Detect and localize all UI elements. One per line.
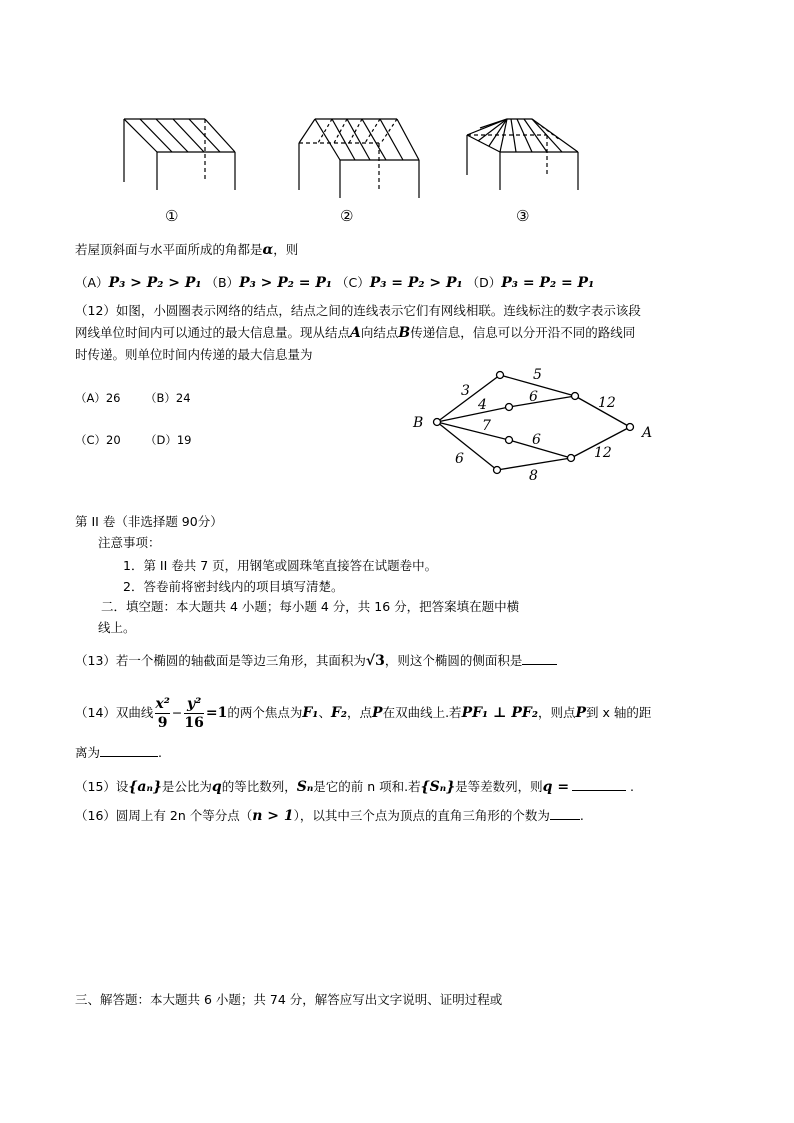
edge-label: 4: [478, 397, 487, 413]
notice-item-1: 1．第 II 卷共 7 页，用钢笔或圆珠笔直接答在试题卷中。: [123, 558, 438, 573]
q14-cont: 离为 .: [75, 745, 162, 760]
edge-label: 6: [532, 432, 541, 448]
roof-figure-1: [124, 119, 235, 190]
q11-stem: 若屋顶斜面与水平面所成的角都是α，则: [75, 242, 299, 258]
node: [572, 393, 579, 400]
section2-heading: 二．填空题：本大题共 4 小题；每小题 4 分，共 16 分，把答案填在题中横: [101, 599, 520, 614]
edge-label: 7: [482, 418, 491, 434]
q12-line2: 网线单位时间内可以通过的最大信息量。现从结点A向结点B传递信息，信息可以分开沿不同的路线同: [75, 325, 636, 341]
node: [506, 404, 513, 411]
roof-figure-3: [467, 119, 578, 190]
q12-option-d: （D）19: [145, 433, 192, 447]
q12-option-a: （A）26: [75, 391, 121, 405]
section2-heading-cont: 线上。: [98, 620, 136, 635]
node: [497, 372, 504, 379]
edge-label: 12: [594, 445, 612, 461]
q14: （14）双曲线 $\frac{\text{x²}}{9}$ − $\frac{\text{y²}}{16}$ =1的两个焦点为F₁、F₂，点P在双曲线上.若PF₁ ⊥ PF₂，则点P到 x 轴的距: [75, 696, 652, 731]
roof-figure-2: [299, 119, 419, 198]
part2-title: 第 II 卷（非选择题 90分）: [75, 514, 223, 529]
node: [568, 455, 575, 462]
q11-options: （A）P₃ > P₂ > P₁ （B）P₃ > P₂ = P₁ （C）P₃ = P₂ > P₁ （D）P₃ = P₂ = P₁: [75, 275, 595, 291]
figure-label-3: ③: [516, 207, 530, 225]
edge-label: 5: [533, 367, 542, 383]
fraction: $\frac{\text{y²}}{16}$: [184, 696, 204, 731]
edge-label: 6: [455, 451, 464, 467]
node-b: [434, 419, 441, 426]
node: [506, 437, 513, 444]
node-label-b: B: [413, 415, 424, 431]
q16: （16）圆周上有 2n 个等分点（n > 1），以其中三个点为顶点的直角三角形的个数为 .: [75, 808, 584, 824]
edge-label: 6: [529, 389, 538, 405]
answer-blank[interactable]: [100, 744, 158, 757]
part3-title: 三、解答题：本大题共 6 小题；共 74 分，解答应写出文字说明、证明过程或: [75, 992, 503, 1007]
answer-blank[interactable]: [572, 778, 626, 791]
q12-option-b: （B）24: [145, 391, 191, 405]
node-a: [627, 424, 634, 431]
edge-label: 3: [461, 383, 470, 399]
node: [494, 467, 501, 474]
answer-blank[interactable]: [550, 807, 580, 820]
q12-option-c: （C）20: [75, 433, 121, 447]
q12-line1: （12）如图，小圆圈表示网络的结点，结点之间的连线表示它们有网线相联。连线标注的数字表示该段: [75, 303, 641, 318]
edge-label: 8: [529, 468, 538, 484]
figure-label-1: ①: [165, 207, 179, 225]
notice-item-2: 2．答卷前将密封线内的项目填写清楚。: [123, 579, 344, 594]
notice-heading: 注意事项：: [98, 535, 161, 550]
fraction: $\frac{\text{x²}}{9}$: [155, 696, 170, 731]
figure-label-2: ②: [340, 207, 354, 225]
q15: （15）设{aₙ}是公比为q的等比数列，Sₙ是它的前 n 项和.若{Sₙ}是等差数列，则q = .: [75, 779, 635, 795]
answer-blank[interactable]: [522, 652, 557, 665]
q13: （13）若一个椭圆的轴截面是等边三角形，其面积为√3，则这个椭圆的侧面积是: [75, 652, 557, 669]
edge-label: 12: [598, 395, 616, 411]
q12-line3: 时传递。则单位时间内传递的最大信息量为: [75, 347, 313, 362]
node-label-a: A: [642, 425, 653, 441]
